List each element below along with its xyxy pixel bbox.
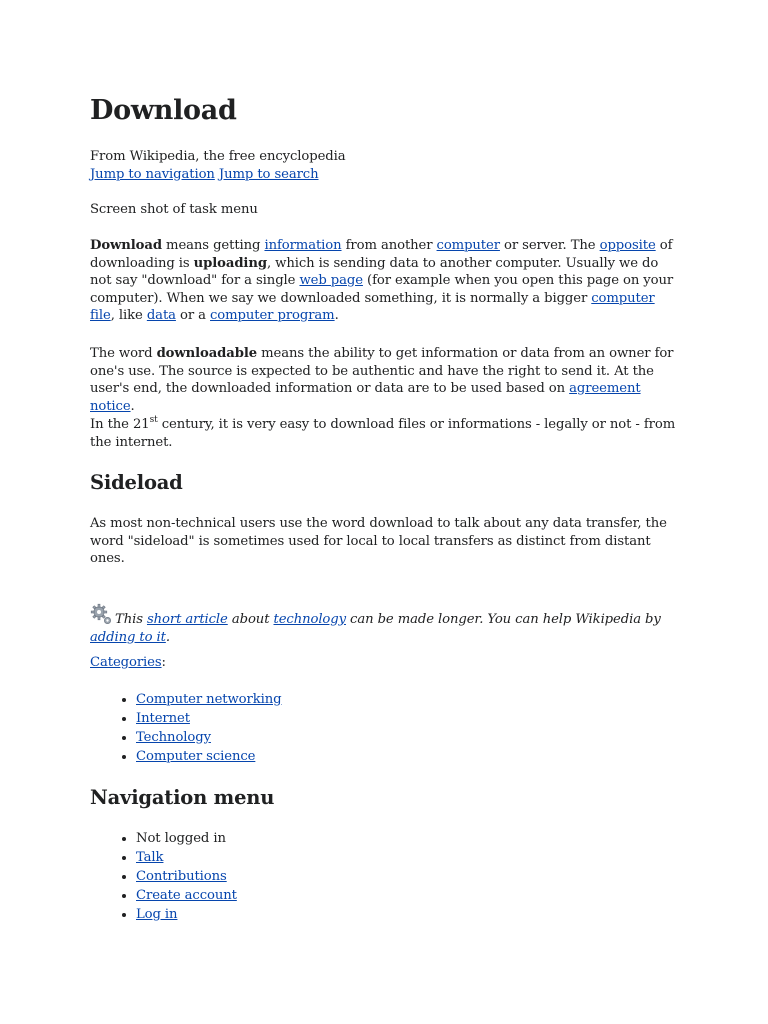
talk-link[interactable]: Talk [136,850,164,865]
bold-term-download: Download [90,238,162,253]
century-paragraph [90,416,680,451]
categories-label-row [90,654,680,672]
article-header [90,148,680,183]
list-item [136,867,726,886]
jump-to-search-link[interactable]: Jump to search [218,166,319,182]
gear-icon [90,603,114,627]
log-in-link[interactable]: Log in [136,907,178,922]
text: about [227,612,274,627]
list-item [136,886,726,905]
page-title: Download [90,95,237,126]
stub-text [90,612,661,645]
text: The word [90,346,157,361]
sideload-paragraph: As most non-technical users use the word download to talk about any data transfer, the word "sideload" is sometimes used for local to local transfers as distinct from distant ones. [90,516,667,566]
bold-term-downloadable: downloadable [156,346,258,361]
text: can be made longer. You can help Wikipedia by [345,612,661,627]
text: or server. The [499,238,600,253]
not-logged-in-text: Not logged in [136,831,226,846]
text: : [161,655,166,670]
text: century, it is very easy to download files or informations - legally or not - from the internet. [90,417,676,450]
link-technology[interactable]: technology [273,612,346,627]
text: . [130,398,135,414]
link-short-article[interactable]: short article [146,612,228,627]
category-internet[interactable]: Internet [136,711,190,726]
text: . [334,308,339,323]
sideload-heading: Sideload [90,471,183,494]
link-agreement-notice[interactable]: agreement notice [90,381,641,414]
stub-notice [90,603,680,646]
text: This [115,612,147,627]
list-item [136,709,726,728]
category-computer-networking[interactable]: Computer networking [136,692,282,707]
contributions-link[interactable]: Contributions [136,869,227,884]
text: , which is sending data to another computer. Usually we do not say "download" for a single [90,255,659,288]
list-item [136,829,726,848]
list-item [136,728,726,747]
text: or a [175,308,211,323]
ordinal-suffix: st [149,415,158,425]
categories-link[interactable]: Categories [90,655,162,670]
create-account-link[interactable]: Create account [136,888,237,903]
navigation-menu-list [90,829,726,924]
image-caption: Screen shot of task menu [90,202,258,217]
jump-to-navigation-link[interactable]: Jump to navigation [90,166,215,182]
link-computer[interactable]: computer [436,238,500,253]
link-web-page[interactable]: web page [299,273,363,288]
site-tagline: From Wikipedia, the free encyclopedia [90,149,346,164]
link-information[interactable]: information [264,238,342,253]
text: In the 21 [90,417,150,432]
text: means the ability to get information or data from an owner for one's use. The source is expected to be authentic and have the right to send it. At the user's end, the downloaded information or data are to be used based on [90,346,674,396]
list-item [136,905,726,924]
text: , like [110,308,147,323]
text: means getting [161,238,265,253]
intro-paragraph [90,237,680,325]
link-opposite[interactable]: opposite [599,238,656,253]
list-item [136,690,726,709]
link-adding-to-it[interactable]: adding to it [90,629,166,645]
category-technology[interactable]: Technology [136,730,211,745]
category-computer-science[interactable]: Computer science [136,749,256,764]
text: from another [341,238,437,253]
navigation-menu-heading: Navigation menu [90,786,275,809]
link-computer-program[interactable]: computer program [210,308,335,323]
link-computer-file[interactable]: computer file [90,290,655,323]
link-data[interactable]: data [146,308,176,323]
list-item [136,848,726,867]
text: (for example when you open this page on your computer). When we say we downloaded something, it is normally a bigger [90,273,674,306]
text: of downloading is [90,238,673,271]
jump-links [90,166,680,184]
categories-list [90,690,726,766]
downloadable-paragraph [90,345,680,415]
list-item [136,747,726,766]
bold-term-uploading: uploading [193,255,267,271]
text: . [165,629,170,645]
